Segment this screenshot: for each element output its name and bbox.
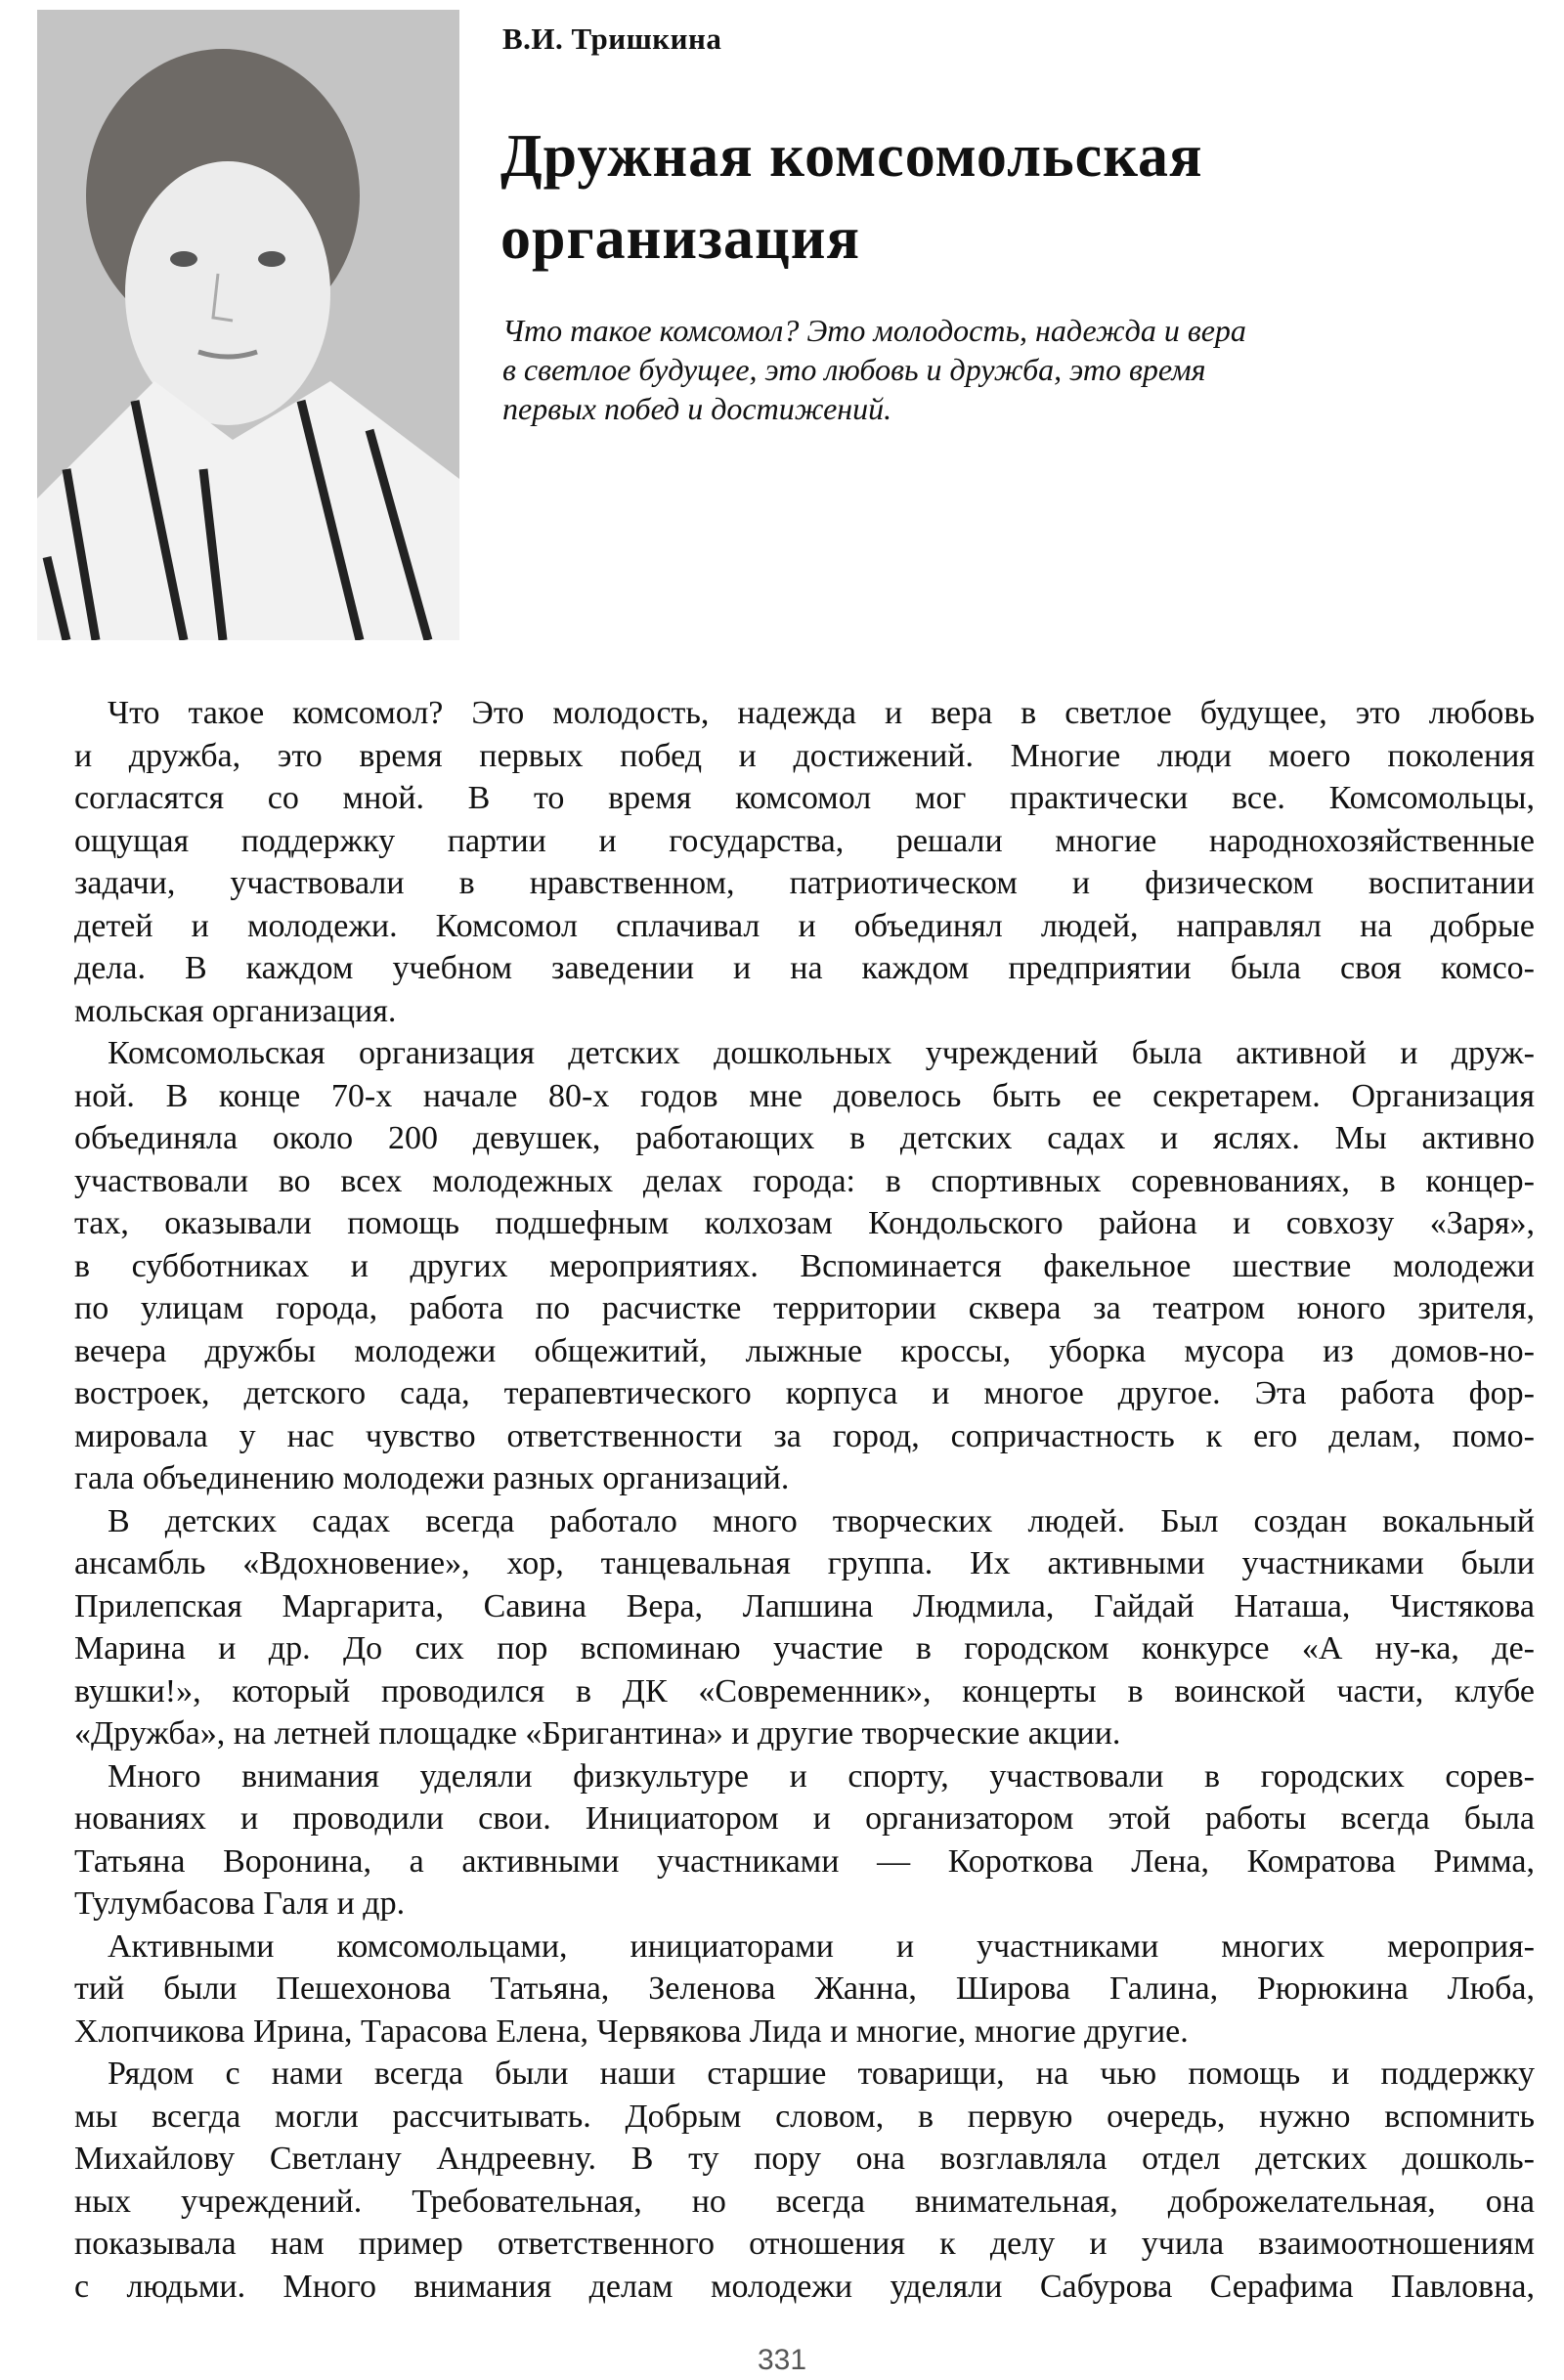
text-line: Рядом с нами всегда были наши старшие товарищи, на чью помощь и поддержку bbox=[108, 2055, 1535, 2092]
text-line: и дружба, это время первых побед и достижений. Многие люди моего поколения bbox=[74, 737, 1535, 774]
paragraph bbox=[74, 1032, 1535, 1500]
text-line: задачи, участвовали в нравственном, патриотическом и физическом воспитании bbox=[74, 865, 1535, 901]
title-line: организация bbox=[500, 205, 860, 272]
paragraph bbox=[74, 2053, 1535, 2308]
text-line: Михайлову Светлану Андреевну. В ту пору она возглавляла отдел детских дошколь- bbox=[74, 2141, 1535, 2177]
text-line: Хлопчикова Ирина, Тарасова Елена, Червякова Лида и многие, многие другие. bbox=[74, 2012, 1189, 2050]
text-line: Марина и др. До сих пор вспоминаю участие в городском конкурсе «А ну-ка, де- bbox=[74, 1630, 1535, 1666]
text-line: детей и молодежи. Комсомол сплачивал и объединял людей, направлял на добрые bbox=[74, 907, 1535, 944]
text-line: Активными комсомольцами, инициаторами и участниками многих мероприя- bbox=[108, 1927, 1535, 1965]
article-title bbox=[500, 115, 1203, 280]
author-name: В.И. Тришкина bbox=[502, 22, 722, 56]
author-portrait-photo bbox=[37, 10, 459, 640]
epigraph-line: первых побед и достижений. bbox=[502, 391, 892, 426]
text-line: Много внимания уделяли физкультуре и спорту, участвовали в городских сорев- bbox=[108, 1757, 1535, 1795]
text-line: ощущая поддержку партии и государства, решали многие народнохозяйственные bbox=[74, 822, 1535, 859]
text-line: участвовали во всех молодежных делах города: в спортивных соревнованиях, в концер- bbox=[74, 1162, 1535, 1199]
epigraph-line: в светлое будущее, это любовь и дружба, это время bbox=[502, 352, 1206, 387]
text-line: по улицам города, работа по расчистке территории сквера за театром юного зрителя, bbox=[74, 1290, 1535, 1326]
page-number: 331 bbox=[757, 2344, 807, 2376]
text-line: тий были Пешехонова Татьяна, Зеленова Жанна, Широва Галина, Рюрюкина Люба, bbox=[74, 1970, 1535, 2007]
text-line: востроек, детского сада, терапевтического корпуса и многое другое. Эта работа фор- bbox=[74, 1375, 1535, 1411]
text-line: Что такое комсомол? Это молодость, надежда и вера в светлое будущее, это любовь bbox=[108, 695, 1535, 731]
text-line: нованиях и проводили свои. Инициатором и организатором этой работы всегда была bbox=[74, 1800, 1535, 1837]
text-line: Прилепская Маргарита, Савина Вера, Лапшина Людмила, Гайдай Наташа, Чистякова bbox=[74, 1587, 1535, 1624]
text-line: ных учреждений. Требовательная, но всегда внимательная, доброжелательная, она bbox=[74, 2183, 1535, 2220]
text-line: вушки!», который проводился в ДК «Современник», концерты в воинской части, клубе bbox=[74, 1672, 1535, 1709]
text-line: Тулумбасова Галя и др. bbox=[74, 1885, 406, 1922]
text-line: показывала нам пример ответственного отношения к делу и учила взаимоотношениям bbox=[74, 2226, 1535, 2262]
text-line: мольская организация. bbox=[74, 992, 397, 1029]
text-line: дела. В каждом учебном заведении и на каждом предприятии была своя комсо- bbox=[74, 950, 1535, 986]
paragraph bbox=[74, 692, 1535, 1032]
text-line: ной. В конце 70-х начале 80-х годов мне довелось быть ее секретарем. Организация bbox=[74, 1077, 1535, 1114]
text-line: ансамбль «Вдохновение», хор, танцевальная группа. Их активными участниками были bbox=[74, 1545, 1535, 1581]
text-line: согласятся со мной. В то время комсомол мог практически все. Комсомольцы, bbox=[74, 780, 1535, 816]
text-line: мировала у нас чувство ответственности за город, сопричастность к его делам, помо- bbox=[74, 1417, 1535, 1454]
epigraph bbox=[502, 311, 1246, 428]
text-line: мы всегда могли рассчитывать. Добрым словом, в первую очередь, нужно вспомнить bbox=[74, 2098, 1535, 2135]
paragraph bbox=[74, 1926, 1535, 2054]
text-line: тах, оказывали помощь подшефным колхозам Кондольского района и совхозу «Заря», bbox=[74, 1205, 1535, 1241]
portrait-image bbox=[37, 10, 459, 640]
text-line: объединяла около 200 девушек, работающих в детских садах и яслях. Мы активно bbox=[74, 1120, 1535, 1156]
text-line: Татьяна Воронина, а активными участниками — Короткова Лена, Комратова Римма, bbox=[74, 1842, 1535, 1880]
text-line: «Дружба», на летней площадке «Бригантина» и другие творческие акции. bbox=[74, 1715, 1121, 1752]
epigraph-line: Что такое комсомол? Это молодость, надежда и вера bbox=[502, 313, 1246, 348]
text-line: вечера дружбы молодежи общежитий, лыжные кроссы, уборка мусора из домов-но- bbox=[74, 1332, 1535, 1369]
paragraph bbox=[74, 1755, 1535, 1926]
text-line: В детских садах всегда работало много творческих людей. Был создан вокальный bbox=[108, 1502, 1535, 1539]
text-line: Комсомольская организация детских дошкольных учреждений была активной и друж- bbox=[108, 1035, 1535, 1071]
text-line: в субботниках и других мероприятиях. Вспоминается факельное шествие молодежи bbox=[74, 1247, 1535, 1284]
text-line: гала объединению молодежи разных организаций. bbox=[74, 1460, 790, 1496]
paragraph bbox=[74, 1500, 1535, 1755]
article-body bbox=[74, 692, 1535, 2308]
text-line: с людьми. Много внимания делам молодежи уделяли Сабурова Серафима Павловна, bbox=[74, 2268, 1535, 2305]
title-line: Дружная комсомольская bbox=[500, 123, 1203, 190]
